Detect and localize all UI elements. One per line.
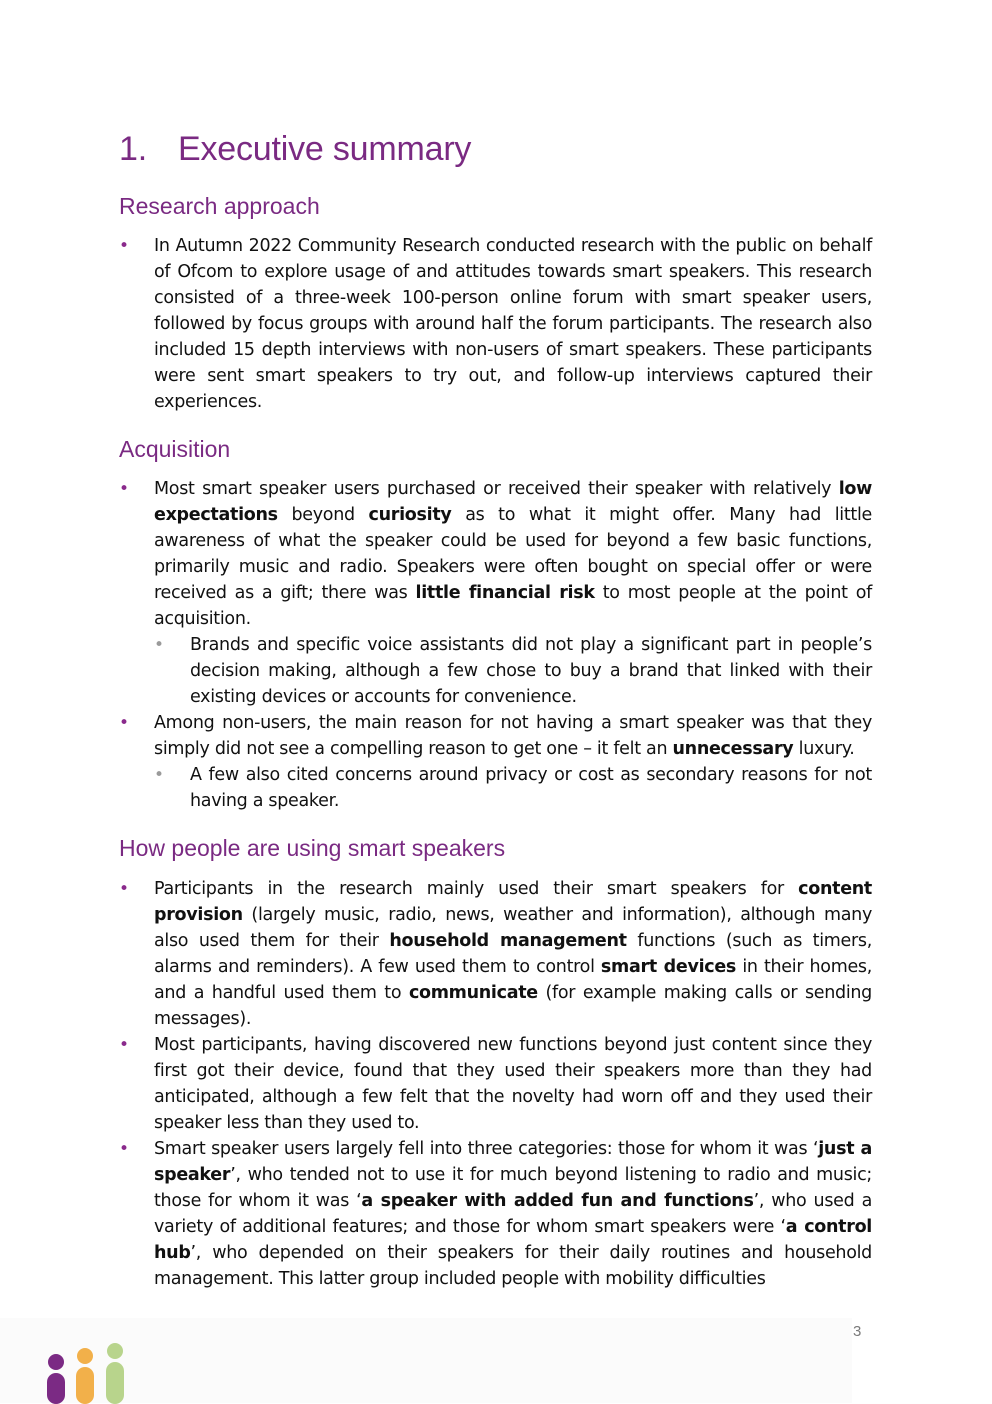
- logo-body-orange: [76, 1367, 94, 1404]
- list-item: • Participants in the research mainly used their smart speakers for content provision (largely music, radio, news, weather and information), although many also used them for their household management functions (such as timers, alarms and reminders). A few used them to control smart devices in their homes, and a handful used them to communicate (for example making calls or sending messages).: [119, 876, 872, 1032]
- page-number: 3: [853, 1323, 862, 1340]
- section-title: Executive summary: [178, 130, 472, 168]
- acquisition-list: [119, 476, 872, 814]
- list-item: • Among non-users, the main reason for not having a smart speaker was that they simply did not see a compelling reason to get one – it felt an unnecessary luxury. • A few also cited concerns around privacy or cost as secondary reasons for not having a speaker.: [119, 710, 872, 814]
- list-item: • Most participants, having discovered new functions beyond just content since they first got their device, found that they used their speakers more than they had anticipated, although a few felt that the novelty had worn off and they used their speaker less than they used to.: [119, 1032, 872, 1136]
- logo-body-green: [106, 1362, 124, 1404]
- list-item: • Smart speaker users largely fell into three categories: those for whom it was ‘just a speaker’, who tended not to use it for much beyond listening to radio and music; those for whom it was ‘a speaker with added fun and functions’, who used a variety of additional features; and those for whom smart speakers were ‘a control hub’, who depended on their speakers for their daily routines and household management. This latter group included people with mobility difficulties: [119, 1136, 872, 1292]
- logo-body-purple: [47, 1373, 65, 1404]
- list-item: • Most smart speaker users purchased or received their speaker with relatively low expectations beyond curiosity as to what it might offer. Many had little awareness of what the speaker could be used for beyond a few basic functions, primarily music and radio. Speakers were often bought on special offer or were received as a gift; there was little financial risk to most people at the point of acquisition. • Brands and specific voice assistants did not play a significant part in people’s decision making, although a few chose to buy a brand that linked with their existing devices or accounts for convenience.: [119, 476, 872, 710]
- logo-head-green: [107, 1343, 123, 1359]
- usage-list: [119, 876, 872, 1292]
- logo-head-orange: [77, 1348, 93, 1364]
- sub-list: [154, 632, 872, 710]
- subheading-usage: How people are using smart speakers: [119, 835, 506, 861]
- section-number: 1.: [119, 130, 147, 168]
- page-title: [119, 130, 471, 169]
- sub-list-item: • A few also cited concerns around privacy or cost as secondary reasons for not having a speaker.: [154, 762, 872, 814]
- logo-head-purple: [48, 1354, 64, 1370]
- sub-list-item: • Brands and specific voice assistants did not play a significant part in people’s decision making, although a few chose to buy a brand that linked with their existing devices or accounts for convenience.: [154, 632, 872, 710]
- list-item: • In Autumn 2022 Community Research conducted research with the public on behalf of Ofcom to explore usage of and attitudes towards smart speakers. This research consisted of a three-week 100-person online forum with smart speaker users, followed by focus groups with around half the forum participants. The research also included 15 depth interviews with non-users of smart speakers. These participants were sent smart speakers to try out, and follow-up interviews captured their experiences.: [119, 233, 872, 415]
- research-list: [119, 233, 872, 415]
- subheading-acquisition: Acquisition: [119, 436, 231, 462]
- subheading-research-approach: Research approach: [119, 193, 320, 219]
- people-logo-icon: [44, 1340, 130, 1404]
- sub-list: [154, 762, 872, 814]
